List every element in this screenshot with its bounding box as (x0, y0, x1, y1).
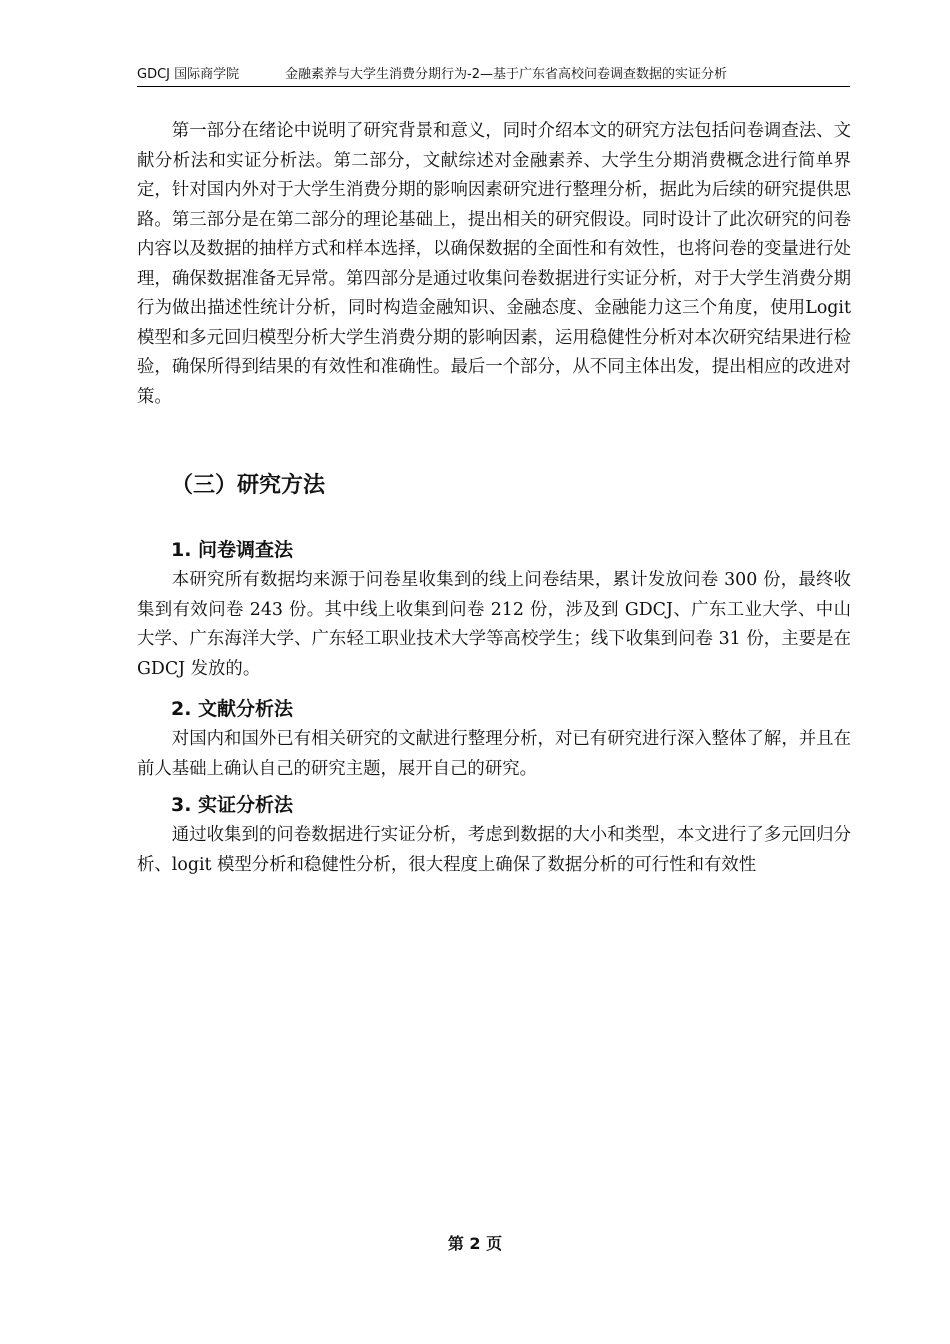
method-text-literature: 对国内和国外已有相关研究的文献进行整理分析，对已有研究进行深入整体了解，并且在前人基础上确认自己的研究主题，展开自己的研究。 (137, 729, 851, 779)
header-title: 金融素养与大学生消费分期行为-2—基于广东省高校问卷调查数据的实证分析 (285, 67, 727, 82)
method-text-block (137, 725, 851, 784)
method-text-empirical: 通过收集到的问卷数据进行实证分析，考虑到数据的大小和类型，本文进行了多元回归分析、logit 模型分析和稳健性分析，很大程度上确保了数据分析的可行性和有效性 (137, 825, 851, 875)
method-text-block (137, 821, 851, 880)
intro-block (137, 117, 851, 412)
page-number: 第 2 页 (447, 1234, 503, 1253)
method-heading-literature: 2. 文献分析法 (171, 698, 294, 720)
method-text-questionnaire: 本研究所有数据均来源于问卷星收集到的线上问卷结果，累计发放问卷 300 份，最终收集到有效问卷 243 份。其中线上收集到问卷 212 份，涉及到 GDCJ、广东工业大学、中山大学、广东海洋大学、广东轻工职业技术大学等高校学生；线下收集到问卷 31 份，主要是在 GDCJ 发放的。 (137, 570, 851, 679)
intro-paragraph: 第一部分在绪论中说明了研究背景和意义，同时介绍本文的研究方法包括问卷调查法、文献分析法和实证分析法。第二部分，文献综述对金融素养、大学生分期消费概念进行简单界定，针对国内外对于大学生消费分期的影响因素研究进行整理分析，据此为后续的研究提供思路。第三部分是在第二部分的理论基础上，提出相关的研究假设。同时设计了此次研究的问卷内容以及数据的抽样方式和样本选择，以确保数据的全面性和有效性，也将问卷的变量进行处理，确保数据准备无异常。第四部分是通过收集问卷数据进行实证分析，对于大学生消费分期行为做出描述性统计分析，同时构造金融知识、金融态度、金融能力这三个角度，使用Logit模型和多元回归模型分析大学生消费分期的影响因素，运用稳健性分析对本次研究结果进行检验，确保所得到结果的有效性和准确性。最后一个部分，从不同主体出发，提出相应的改进对策。 (137, 121, 851, 407)
method-text-block (137, 566, 851, 684)
method-heading-empirical: 3. 实证分析法 (171, 794, 294, 816)
page-header (137, 64, 850, 87)
section-heading: （三）研究方法 (171, 473, 326, 498)
header-institution: GDCJ 国际商学院 (137, 67, 240, 82)
method-heading-questionnaire: 1. 问卷调查法 (171, 539, 294, 561)
